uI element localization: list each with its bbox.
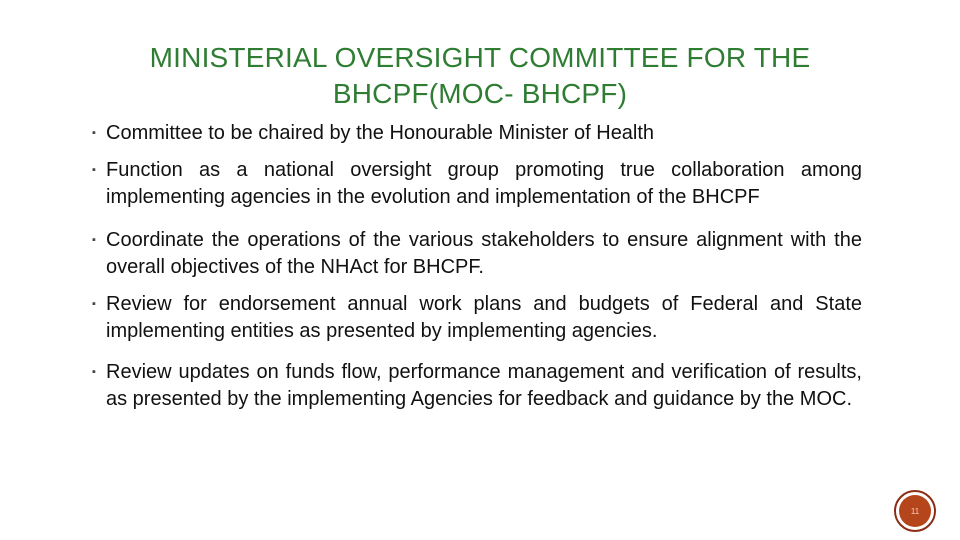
slide-title-line-1: MINISTERIAL OVERSIGHT COMMITTEE FOR THE	[149, 42, 811, 73]
square-bullet-icon: ▪	[92, 366, 96, 378]
square-bullet-icon: ▪	[92, 234, 96, 246]
bullet-item	[92, 227, 862, 281]
bullet-text: Review updates on funds flow, performance management and verification of results, as presented by the implementing Agencies for feedback and guidance by the MOC.	[106, 361, 862, 410]
page-number: 11	[899, 495, 931, 527]
bullet-item	[92, 359, 862, 413]
bullet-text: Function as a national oversight group promoting true collaboration among implementing agencies in the evolution and implementation of the BHCPF	[106, 159, 862, 208]
bullet-text: Coordinate the operations of the various stakeholders to ensure alignment with the overall objectives of the NHAct for BHCPF.	[106, 229, 862, 278]
page-number-badge	[894, 490, 936, 532]
bullet-text: Review for endorsement annual work plans and budgets of Federal and State implementing entities as presented by implementing agencies.	[106, 293, 862, 342]
bullet-list	[92, 120, 862, 413]
square-bullet-icon: ▪	[92, 127, 96, 139]
bullet-item	[92, 157, 862, 211]
square-bullet-icon: ▪	[92, 298, 96, 310]
bullet-item	[92, 120, 862, 147]
slide-title-line-2: BHCPF(MOC- BHCPF)	[332, 78, 628, 109]
bullet-text: Committee to be chaired by the Honourable Minister of Health	[106, 122, 655, 144]
slide-title	[100, 40, 860, 112]
bullet-item	[92, 291, 862, 345]
square-bullet-icon: ▪	[92, 164, 96, 176]
